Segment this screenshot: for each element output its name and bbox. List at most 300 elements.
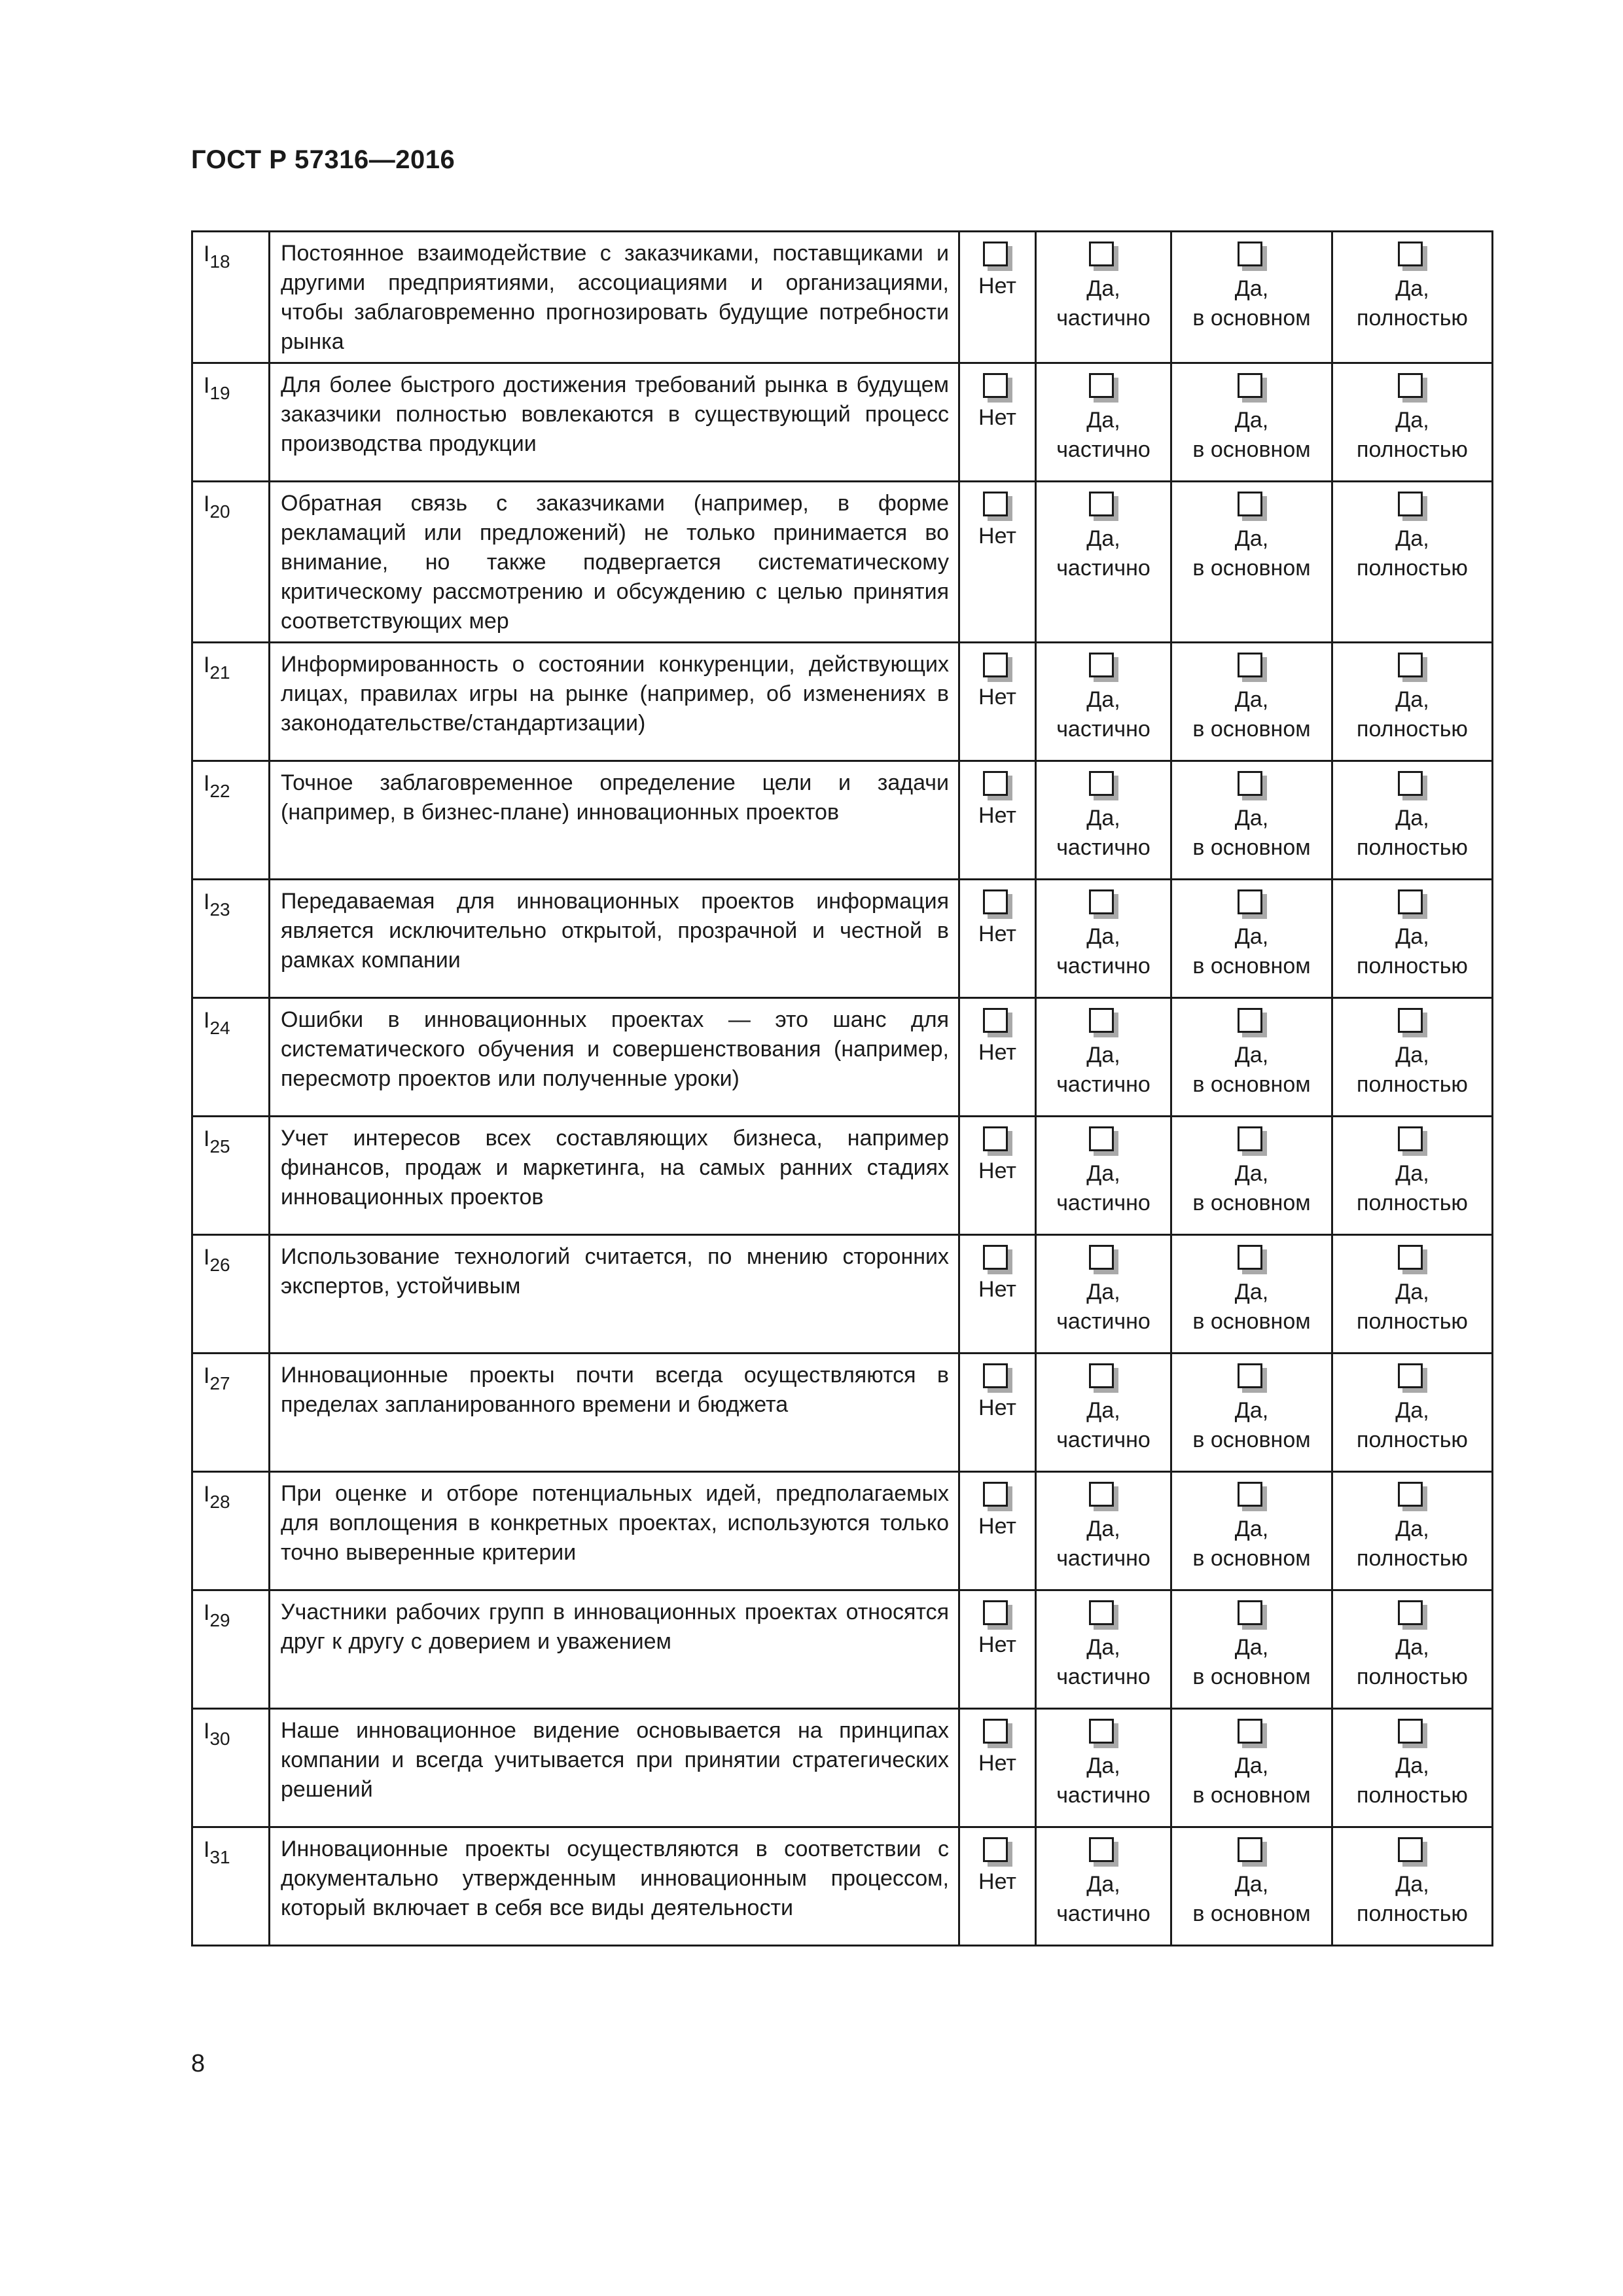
checkbox-fully[interactable]: [1398, 653, 1423, 677]
option-mostly: [1172, 880, 1331, 981]
option-cell-partly: [1036, 880, 1171, 998]
option-label-fully-line2: полностью: [1357, 1901, 1468, 1926]
option-label-partly-line1: Да,: [1086, 806, 1120, 831]
option-label-mostly-line2: в основном: [1192, 1901, 1311, 1926]
option-label-partly-line1: Да,: [1086, 276, 1120, 301]
checkbox-partly[interactable]: [1089, 373, 1114, 398]
option-cell-partly: [1036, 482, 1171, 643]
option-label-mostly-line1: Да,: [1234, 1872, 1269, 1897]
option-cell-no: [959, 1235, 1036, 1354]
option-mostly: [1172, 1710, 1331, 1810]
item-statement: Точное заблаговременное определение цели и задачи (например, в бизнес-плане) инновационных проектов: [281, 770, 949, 825]
option-cell-partly: [1036, 643, 1171, 761]
option-label-partly-line2: частично: [1056, 1191, 1150, 1215]
option-label-no: Нет: [978, 1395, 1016, 1420]
option-label-mostly-line2: в основном: [1192, 1427, 1311, 1452]
option-label-mostly-line2: в основном: [1192, 1309, 1311, 1334]
option-label-mostly-line1: Да,: [1234, 687, 1269, 712]
checkbox-fully[interactable]: [1398, 1482, 1423, 1507]
item-statement: Постоянное взаимодействие с заказчиками, поставщиками и другими предприятиями, ассоциациями и организациями, чтобы заблаговременно прогнозировать будущие потребности рынка: [281, 241, 949, 354]
option-label-mostly-line2: в основном: [1192, 954, 1311, 978]
option-partly: [1037, 1710, 1170, 1810]
option-mostly: [1172, 762, 1331, 863]
item-statement-cell: [270, 1235, 959, 1354]
option-partly: [1037, 1591, 1170, 1692]
option-partly: [1037, 643, 1170, 744]
option-label-fully-line1: Да,: [1395, 687, 1429, 712]
item-code-index: 30: [209, 1729, 230, 1749]
option-partly: [1037, 999, 1170, 1100]
option-label-partly-line1: Да,: [1086, 1516, 1120, 1541]
option-label-no: Нет: [978, 1040, 1016, 1065]
option-fully: [1333, 232, 1491, 333]
item-code-letter: I: [204, 1600, 210, 1625]
option-label-mostly-line1: Да,: [1234, 1161, 1269, 1186]
checkbox-fully[interactable]: [1398, 1363, 1423, 1388]
item-code-index: 22: [209, 781, 230, 801]
option-cell-fully: [1332, 1472, 1493, 1590]
option-label-no: Нет: [978, 685, 1016, 709]
option-no: [960, 1591, 1035, 1660]
item-code-cell: [192, 1235, 270, 1354]
checkbox-partly[interactable]: [1089, 242, 1114, 266]
option-label-mostly-line2: в основном: [1192, 1783, 1311, 1808]
option-label-fully-line1: Да,: [1395, 1872, 1429, 1897]
option-fully: [1333, 1710, 1491, 1810]
item-code-index: 31: [209, 1847, 230, 1867]
option-label-partly-line2: частично: [1056, 1072, 1150, 1097]
page-header-standard-title: ГОСТ Р 57316—2016: [191, 145, 455, 174]
option-partly: [1037, 762, 1170, 863]
option-cell-fully: [1332, 643, 1493, 761]
option-label-fully-line2: полностью: [1357, 1191, 1468, 1215]
option-label-partly-line2: частично: [1056, 1427, 1150, 1452]
option-partly: [1037, 880, 1170, 981]
option-cell-partly: [1036, 1827, 1171, 1946]
option-no: [960, 364, 1035, 433]
item-code: [193, 364, 268, 403]
checkbox-no[interactable]: [983, 242, 1008, 266]
item-code-index: 21: [209, 662, 230, 683]
item-code: [193, 999, 268, 1037]
item-statement-cell: [270, 1827, 959, 1946]
option-label-no: Нет: [978, 1158, 1016, 1183]
checkbox-mostly[interactable]: [1238, 1837, 1262, 1862]
option-fully: [1333, 643, 1491, 744]
checkbox-mostly[interactable]: [1238, 1719, 1262, 1744]
option-label-no: Нет: [978, 1632, 1016, 1657]
option-label-fully-line1: Да,: [1395, 1161, 1429, 1186]
item-code-letter: I: [204, 889, 210, 914]
checkbox-no[interactable]: [983, 1126, 1008, 1151]
option-cell-mostly: [1171, 1354, 1332, 1472]
checkbox-mostly[interactable]: [1238, 1482, 1262, 1507]
item-statement-cell: [270, 1590, 959, 1709]
option-cell-no: [959, 880, 1036, 998]
option-label-mostly-line1: Да,: [1234, 1280, 1269, 1304]
checkbox-no[interactable]: [983, 771, 1008, 796]
option-label-fully-line1: Да,: [1395, 1398, 1429, 1423]
item-code-index: 20: [209, 501, 230, 522]
option-mostly: [1172, 1117, 1331, 1218]
item-code-letter: I: [204, 373, 210, 398]
option-cell-mostly: [1171, 1590, 1332, 1709]
checkbox-mostly[interactable]: [1238, 1363, 1262, 1388]
option-label-mostly-line1: Да,: [1234, 276, 1269, 301]
checkbox-no[interactable]: [983, 1245, 1008, 1270]
item-statement-cell: [270, 998, 959, 1117]
checkbox-partly[interactable]: [1089, 1126, 1114, 1151]
checkbox-no[interactable]: [983, 373, 1008, 398]
option-label-mostly-line2: в основном: [1192, 1072, 1311, 1097]
option-fully: [1333, 1236, 1491, 1336]
item-code: [193, 1354, 268, 1393]
option-cell-no: [959, 1590, 1036, 1709]
option-label-mostly-line1: Да,: [1234, 526, 1269, 551]
checkbox-partly[interactable]: [1089, 492, 1114, 516]
item-code-cell: [192, 643, 270, 761]
item-statement-cell: [270, 363, 959, 482]
option-fully: [1333, 999, 1491, 1100]
option-fully: [1333, 762, 1491, 863]
option-fully: [1333, 1828, 1491, 1929]
item-code-index: 25: [209, 1136, 230, 1157]
option-label-fully-line1: Да,: [1395, 1280, 1429, 1304]
option-cell-fully: [1332, 1117, 1493, 1235]
checkbox-no[interactable]: [983, 492, 1008, 516]
item-statement: Обратная связь с заказчиками (например, в форме рекламаций или предложений) не только принимается во внимание, но также подвергается систематическому критическому рассмотрению и обсуждению с целью принятия соответствующих мер: [281, 491, 949, 634]
option-fully: [1333, 1354, 1491, 1455]
option-cell-fully: [1332, 363, 1493, 482]
item-code-index: 26: [209, 1255, 230, 1275]
option-label-partly-line2: частично: [1056, 306, 1150, 331]
checkbox-partly[interactable]: [1089, 1363, 1114, 1388]
item-code-letter: I: [204, 1008, 210, 1033]
option-mostly: [1172, 643, 1331, 744]
option-partly: [1037, 232, 1170, 333]
option-label-mostly-line2: в основном: [1192, 1191, 1311, 1215]
option-mostly: [1172, 1828, 1331, 1929]
item-code-letter: I: [204, 242, 210, 266]
checkbox-mostly[interactable]: [1238, 653, 1262, 677]
checkbox-partly[interactable]: [1089, 1719, 1114, 1744]
option-label-fully-line2: полностью: [1357, 306, 1468, 331]
checkbox-no[interactable]: [983, 653, 1008, 677]
checkbox-mostly[interactable]: [1238, 492, 1262, 516]
option-cell-no: [959, 1709, 1036, 1827]
item-code-letter: I: [204, 1482, 210, 1507]
item-statement-cell: [270, 232, 959, 363]
option-label-mostly-line1: Да,: [1234, 1398, 1269, 1423]
option-cell-fully: [1332, 761, 1493, 880]
option-fully: [1333, 1473, 1491, 1573]
checkbox-no[interactable]: [983, 1008, 1008, 1033]
item-code-cell: [192, 1590, 270, 1709]
option-label-partly-line2: частично: [1056, 1783, 1150, 1808]
option-mostly: [1172, 999, 1331, 1100]
checkbox-fully[interactable]: [1398, 373, 1423, 398]
option-fully: [1333, 1117, 1491, 1218]
item-code-cell: [192, 1709, 270, 1827]
option-cell-partly: [1036, 1117, 1171, 1235]
option-cell-fully: [1332, 1827, 1493, 1946]
checkbox-mostly[interactable]: [1238, 242, 1262, 266]
checkbox-fully[interactable]: [1398, 1126, 1423, 1151]
checkbox-partly[interactable]: [1089, 1837, 1114, 1862]
option-partly: [1037, 482, 1170, 583]
item-code-letter: I: [204, 1245, 210, 1270]
option-label-partly-line1: Да,: [1086, 1398, 1120, 1423]
item-code: [193, 1828, 268, 1867]
option-label-partly-line2: частично: [1056, 954, 1150, 978]
option-label-partly-line1: Да,: [1086, 924, 1120, 949]
option-label-fully-line2: полностью: [1357, 717, 1468, 742]
option-cell-mostly: [1171, 998, 1332, 1117]
item-code: [193, 1473, 268, 1511]
option-fully: [1333, 482, 1491, 583]
checkbox-fully[interactable]: [1398, 889, 1423, 914]
option-fully: [1333, 364, 1491, 465]
checkbox-no[interactable]: [983, 1482, 1008, 1507]
option-cell-partly: [1036, 1472, 1171, 1590]
option-no: [960, 1473, 1035, 1541]
item-statement-cell: [270, 1472, 959, 1590]
item-code-letter: I: [204, 653, 210, 677]
checkbox-no[interactable]: [983, 1837, 1008, 1862]
option-cell-partly: [1036, 998, 1171, 1117]
option-label-fully-line2: полностью: [1357, 1309, 1468, 1334]
checkbox-partly[interactable]: [1089, 1482, 1114, 1507]
option-label-mostly-line1: Да,: [1234, 408, 1269, 433]
option-cell-no: [959, 1472, 1036, 1590]
checkbox-fully[interactable]: [1398, 1008, 1423, 1033]
item-statement: Учет интересов всех составляющих бизнеса, например финансов, продаж и маркетинга, на самых ранних стадиях инновационных проектов: [281, 1126, 949, 1210]
option-label-partly-line1: Да,: [1086, 1753, 1120, 1778]
option-label-mostly-line1: Да,: [1234, 806, 1269, 831]
option-cell-fully: [1332, 232, 1493, 363]
checkbox-partly[interactable]: [1089, 1008, 1114, 1033]
option-cell-mostly: [1171, 761, 1332, 880]
option-label-fully-line1: Да,: [1395, 276, 1429, 301]
item-code-cell: [192, 1472, 270, 1590]
checkbox-fully[interactable]: [1398, 492, 1423, 516]
option-mostly: [1172, 364, 1331, 465]
option-cell-fully: [1332, 880, 1493, 998]
item-statement: Передаваемая для инновационных проектов информация является исключительно открытой, прозрачной и честной в рамках компании: [281, 889, 949, 973]
checkbox-mostly[interactable]: [1238, 1126, 1262, 1151]
option-cell-fully: [1332, 998, 1493, 1117]
table-row: [192, 1117, 1493, 1235]
table-row: [192, 1354, 1493, 1472]
item-statement-cell: [270, 880, 959, 998]
checkbox-no[interactable]: [983, 1600, 1008, 1625]
option-label-partly-line2: частично: [1056, 717, 1150, 742]
table-row: [192, 1472, 1493, 1590]
checkbox-mostly[interactable]: [1238, 771, 1262, 796]
option-mostly: [1172, 482, 1331, 583]
option-no: [960, 880, 1035, 949]
option-partly: [1037, 364, 1170, 465]
item-code: [193, 1710, 268, 1748]
option-label-no: Нет: [978, 1869, 1016, 1894]
checkbox-partly[interactable]: [1089, 653, 1114, 677]
option-no: [960, 482, 1035, 551]
option-cell-fully: [1332, 1590, 1493, 1709]
checkbox-fully[interactable]: [1398, 1245, 1423, 1270]
option-label-no: Нет: [978, 524, 1016, 548]
option-cell-fully: [1332, 1709, 1493, 1827]
checkbox-no[interactable]: [983, 1719, 1008, 1744]
checkbox-mostly[interactable]: [1238, 1245, 1262, 1270]
option-cell-partly: [1036, 232, 1171, 363]
questionnaire-table: [191, 230, 1493, 1946]
table-row: [192, 998, 1493, 1117]
checkbox-partly[interactable]: [1089, 771, 1114, 796]
item-statement: Использование технологий считается, по мнению сторонних экспертов, устойчивым: [281, 1244, 949, 1299]
option-label-partly-line2: частично: [1056, 1664, 1150, 1689]
item-statement: Участники рабочих групп в инновационных проектах относятся друг к другу с доверием и уважением: [281, 1600, 949, 1654]
option-cell-mostly: [1171, 482, 1332, 643]
option-cell-no: [959, 232, 1036, 363]
checkbox-fully[interactable]: [1398, 1837, 1423, 1862]
option-label-partly-line2: частично: [1056, 835, 1150, 860]
page-number: 8: [191, 2050, 205, 2077]
option-cell-partly: [1036, 1709, 1171, 1827]
table-row: [192, 363, 1493, 482]
option-cell-mostly: [1171, 1472, 1332, 1590]
checkbox-mostly[interactable]: [1238, 373, 1262, 398]
option-no: [960, 762, 1035, 831]
option-label-partly-line1: Да,: [1086, 1635, 1120, 1660]
option-no: [960, 643, 1035, 712]
option-label-mostly-line2: в основном: [1192, 1546, 1311, 1571]
option-cell-partly: [1036, 1235, 1171, 1354]
option-partly: [1037, 1236, 1170, 1336]
item-code: [193, 1117, 268, 1156]
option-cell-fully: [1332, 482, 1493, 643]
checkbox-partly[interactable]: [1089, 1600, 1114, 1625]
checkbox-fully[interactable]: [1398, 242, 1423, 266]
item-code-cell: [192, 1117, 270, 1235]
checkbox-fully[interactable]: [1398, 1719, 1423, 1744]
option-label-no: Нет: [978, 803, 1016, 828]
option-label-fully-line2: полностью: [1357, 1546, 1468, 1571]
checkbox-no[interactable]: [983, 1363, 1008, 1388]
option-label-mostly-line2: в основном: [1192, 717, 1311, 742]
item-statement: Ошибки в инновационных проектах — это шанс для систематического обучения и совершенствования (например, пересмотр проектов или полученные уроки): [281, 1007, 949, 1091]
option-cell-mostly: [1171, 1827, 1332, 1946]
table-row: [192, 880, 1493, 998]
option-mostly: [1172, 1236, 1331, 1336]
option-cell-no: [959, 363, 1036, 482]
option-partly: [1037, 1473, 1170, 1573]
option-label-fully-line1: Да,: [1395, 1753, 1429, 1778]
option-cell-mostly: [1171, 232, 1332, 363]
option-label-mostly-line2: в основном: [1192, 437, 1311, 462]
item-code: [193, 643, 268, 682]
item-statement: Инновационные проекты осуществляются в соответствии с документально утвержденным инновационным процессом, который включает в себя все виды деятельности: [281, 1837, 949, 1920]
checkbox-partly[interactable]: [1089, 889, 1114, 914]
option-mostly: [1172, 1473, 1331, 1573]
item-statement: Информированность о состоянии конкуренции, действующих лицах, правилах игры на рынке (например, об изменениях в законодательстве/стандартизации): [281, 652, 949, 736]
item-code-cell: [192, 1827, 270, 1946]
item-statement: Наше инновационное видение основывается на принципах компании и всегда учитывается при принятии стратегических решений: [281, 1718, 949, 1802]
item-statement-cell: [270, 482, 959, 643]
option-label-partly-line2: частично: [1056, 1901, 1150, 1926]
option-cell-no: [959, 1117, 1036, 1235]
item-code-cell: [192, 761, 270, 880]
table-row: [192, 482, 1493, 643]
option-label-fully-line2: полностью: [1357, 1427, 1468, 1452]
item-code-index: 27: [209, 1373, 230, 1393]
checkbox-mostly[interactable]: [1238, 1600, 1262, 1625]
option-cell-mostly: [1171, 643, 1332, 761]
item-statement-cell: [270, 1117, 959, 1235]
option-cell-no: [959, 998, 1036, 1117]
checkbox-mostly[interactable]: [1238, 889, 1262, 914]
option-cell-partly: [1036, 1354, 1171, 1472]
option-cell-no: [959, 643, 1036, 761]
item-statement-cell: [270, 1354, 959, 1472]
item-code-letter: I: [204, 1126, 210, 1151]
checkbox-no[interactable]: [983, 889, 1008, 914]
table-row: [192, 1827, 1493, 1946]
item-code: [193, 1236, 268, 1274]
item-statement-cell: [270, 761, 959, 880]
item-code: [193, 482, 268, 521]
table-row: [192, 761, 1493, 880]
option-label-mostly-line1: Да,: [1234, 1043, 1269, 1067]
option-label-partly-line1: Да,: [1086, 1043, 1120, 1067]
option-cell-mostly: [1171, 880, 1332, 998]
item-statement-cell: [270, 1709, 959, 1827]
option-label-mostly-line1: Да,: [1234, 1516, 1269, 1541]
option-label-fully-line1: Да,: [1395, 1043, 1429, 1067]
option-label-partly-line2: частично: [1056, 1309, 1150, 1334]
option-cell-mostly: [1171, 363, 1332, 482]
option-label-mostly-line2: в основном: [1192, 556, 1311, 581]
checkbox-fully[interactable]: [1398, 1600, 1423, 1625]
item-code-index: 23: [209, 899, 230, 920]
checkbox-mostly[interactable]: [1238, 1008, 1262, 1033]
option-label-fully-line2: полностью: [1357, 437, 1468, 462]
option-label-mostly-line2: в основном: [1192, 835, 1311, 860]
option-cell-partly: [1036, 761, 1171, 880]
option-cell-no: [959, 482, 1036, 643]
item-code-cell: [192, 232, 270, 363]
item-code-cell: [192, 880, 270, 998]
table-row: [192, 1235, 1493, 1354]
option-label-fully-line2: полностью: [1357, 1783, 1468, 1808]
option-label-partly-line1: Да,: [1086, 1280, 1120, 1304]
option-mostly: [1172, 1591, 1331, 1692]
item-code-cell: [192, 363, 270, 482]
option-label-no: Нет: [978, 274, 1016, 298]
option-no: [960, 1710, 1035, 1778]
item-code-cell: [192, 1354, 270, 1472]
option-label-partly-line2: частично: [1056, 437, 1150, 462]
item-code-letter: I: [204, 1363, 210, 1388]
checkbox-fully[interactable]: [1398, 771, 1423, 796]
option-label-fully-line2: полностью: [1357, 556, 1468, 581]
option-partly: [1037, 1117, 1170, 1218]
checkbox-partly[interactable]: [1089, 1245, 1114, 1270]
option-label-mostly-line1: Да,: [1234, 1753, 1269, 1778]
item-code-index: 24: [209, 1018, 230, 1038]
option-no: [960, 1236, 1035, 1304]
option-label-fully-line1: Да,: [1395, 526, 1429, 551]
option-label-fully-line2: полностью: [1357, 1664, 1468, 1689]
